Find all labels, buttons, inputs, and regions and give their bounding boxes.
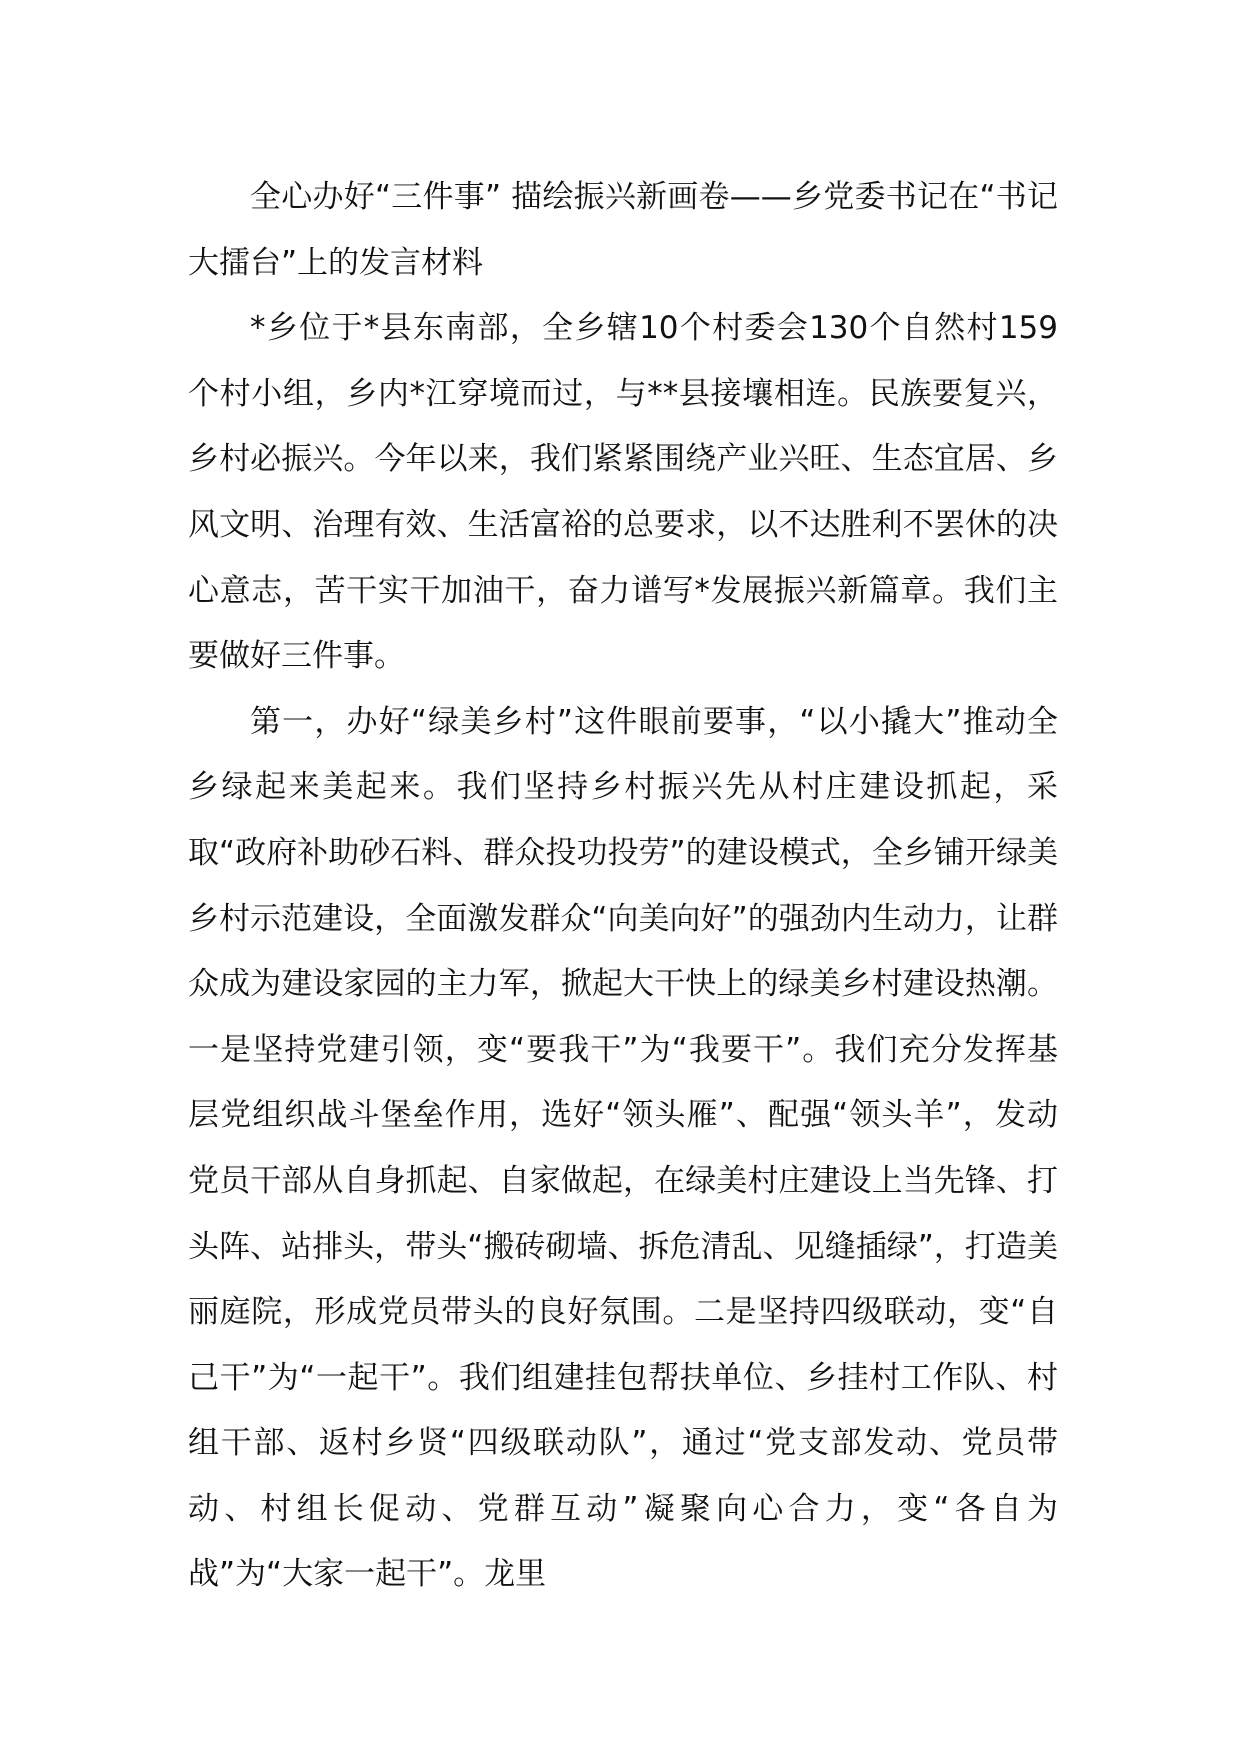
paragraph-first-item: 第一，办好“绿美乡村”这件眼前要事，“以小撬大”推动全乡绿起来美起来。我们坚持乡村振兴先从村庄建设抓起，采取“政府补助砂石料、群众投功投劳”的建设模式，全乡铺开绿美乡村示范建设，全面激发群众“向美向好”的强劲内生动力，让群众成为建设家园的主力军，掀起大干快上的绿美乡村建设热潮。一是坚持党建引领，变“要我干”为“我要干”。我们充分发挥基层党组织战斗堡垒作用，选好“领头雁”、配强“领头羊”，发动党员干部从自身抓起、自家做起，在绿美村庄建设上当先锋、打头阵、站排头，带头“搬砖砌墙、拆危清乱、见缝插绿”，打造美丽庭院，形成党员带头的良好氛围。二是坚持四级联动，变“自己干”为“一起干”。我们组建挂包帮扶单位、乡挂村工作队、村组干部、返村乡贤“四级联动队”，通过“党支部发动、党员带动、村组长促动、党群互动”凝聚向心合力，变“各自为战”为“大家一起干”。龙里 (188, 703, 1058, 1593)
document-title: 全心办好“三件事” 描绘振兴新画卷——乡党委书记在“书记大擂台”上的发言材料 (188, 179, 1058, 281)
paragraph-intro: *乡位于*县东南部，全乡辖10个村委会130个自然村159个村小组，乡内*江穿境而过，与**县接壤相连。民族要复兴，乡村必振兴。今年以来，我们紧紧围绕产业兴旺、生态宜居、乡风文明、治理有效、生活富裕的总要求，以不达胜利不罢休的决心意志，苦干实干加油干，奋力谱写*发展振兴新篇章。我们主要做好三件事。 (188, 310, 1058, 675)
document-body (188, 165, 1058, 1608)
